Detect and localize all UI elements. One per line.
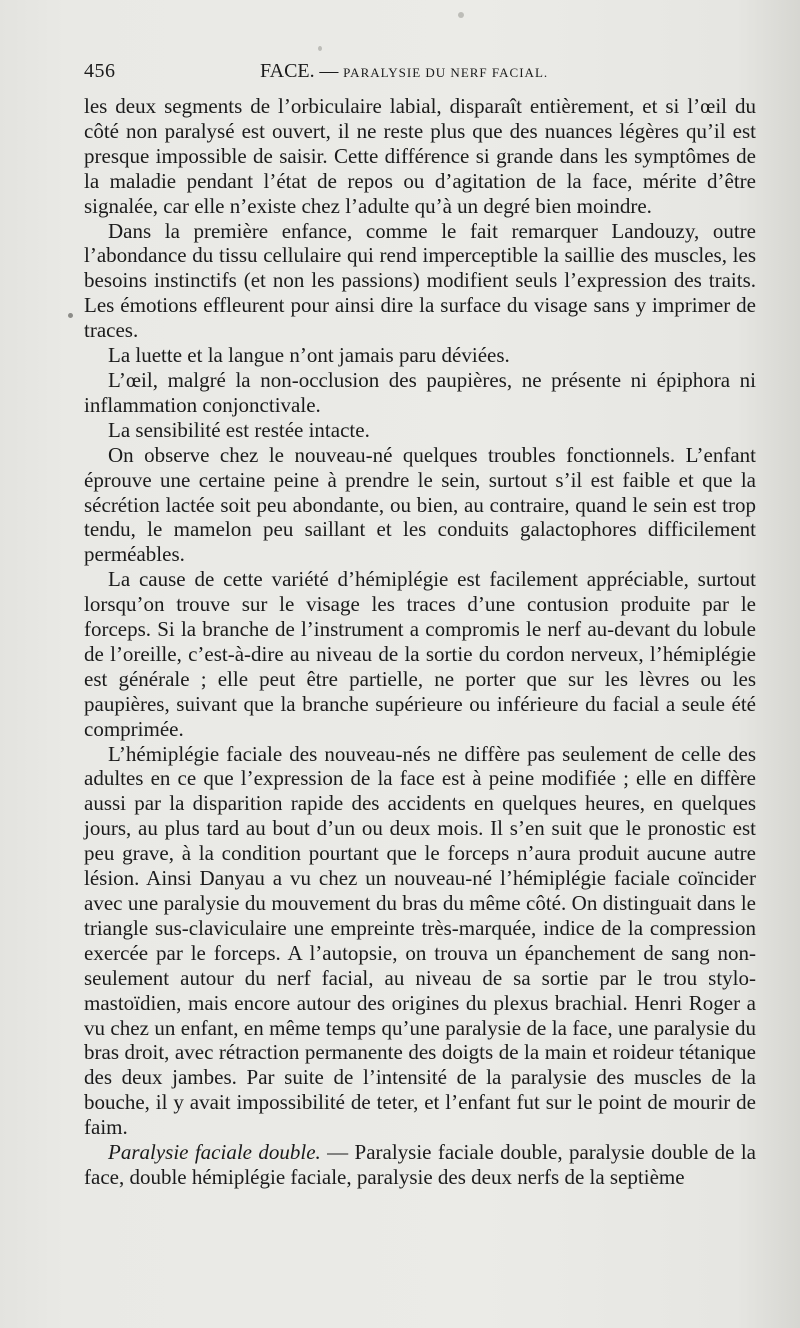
paragraph: La luette et la langue n’ont jamais paru déviées.: [108, 343, 510, 368]
paper-speck: [68, 313, 73, 318]
paper-speck: [318, 46, 322, 51]
section-heading-italic: Paralysie faciale double.: [108, 1140, 321, 1165]
running-title: [260, 60, 548, 83]
running-title-sub: PARALYSIE DU NERF FACIAL.: [343, 65, 549, 80]
paragraph: La cause de cette variété d’hémiplégie est facilement appréciable, surtout lorsqu’on trouve sur le visage les traces d’une contusion produite par le forceps. Si la branche de l’instrument a compromis le nerf au-devant du lobule de l’oreille, c’est-à-dire au niveau de la sortie du cordon nerveux, l’hémiplégie est générale ; elle peut être partielle, ne porter que sur les lèvres ou les paupières, suivant que la branche supérieure ou inférieure du facial a seule été comprimée.: [84, 567, 756, 741]
paper-speck: [458, 12, 464, 18]
running-title-main: FACE.: [260, 60, 315, 82]
paragraph-final: [84, 1140, 756, 1190]
page-number: 456: [84, 60, 116, 82]
paragraph: On observe chez le nouveau-né quelques troubles fonctionnels. L’enfant éprouve une certaine peine à prendre le sein, surtout s’il est faible et que la sécrétion lactée soit peu abondante, ou bien, au contraire, quand le sein est trop tendu, le mamelon peu saillant et les conduits galactophores difficilement perméables.: [84, 442, 756, 567]
running-header: [84, 58, 754, 88]
paragraph: Dans la première enfance, comme le fait remarquer Landouzy, outre l’abondance du tissu cellulaire qui rend imperceptible la saillie des muscles, les besoins instinctifs (et non les passions) modifient seuls l’expression des traits. Les émotions effleurent pour ainsi dire la surface du visage sans y imprimer de traces.: [84, 218, 756, 343]
paragraph: les deux segments de l’orbiculaire labial, disparaît entièrement, et si l’œil du côté non paralysé est ouvert, il ne reste plus que des nuances légères qu’il est presque impossible de saisir. Cette différence si grande dans les symptômes de la maladie pendant l’état de repos ou d’agitation de la face, mérite d’être signalée, car elle n’existe chez l’adulte qu’à un degré bien moindre.: [84, 94, 756, 218]
body-text: [84, 94, 756, 1190]
paragraph: La sensibilité est restée intacte.: [108, 417, 370, 442]
paragraph: L’hémiplégie faciale des nouveau-nés ne diffère pas seulement de celle des adultes en ce que l’expression de la face est à peine modifiée ; elle en diffère aussi par la disparition rapide des accidents en quelques heures, en quelques jours, au plus tard au bout d’un ou deux mois. Il s’en suit que le pronostic est peu grave, à la condition pourtant que le forceps n’aura produit aucune autre lésion. Ainsi Danyau a vu chez un nouveau-né l’hémiplégie faciale coïncider avec une paralysie du mouvement du bras du même côté. On distinguait dans le triangle sus-claviculaire une empreinte très-marquée, indice de la compression exercée par le forceps. A l’autopsie, on trouva un épanchement de sang non-seulement autour du nerf facial, au niveau de sa sortie par le trou stylo-mastoïdien, mais encore autour des origines du plexus brachial. Henri Roger a vu chez un enfant, en même temps qu’une paralysie de la face, une paralysie du bras droit, avec rétraction permanente des doigts de la main et roideur tétanique des deux jambes. Par suite de l’intensité de la paralysie des muscles de la bouche, il y avait impossibilité de teter, et l’enfant fut sur le point de mourir de faim.: [84, 741, 756, 1140]
paragraph: L’œil, malgré la non-occlusion des paupières, ne présente ni épiphora ni inflammation conjonctivale.: [84, 367, 756, 417]
final-paragraph-text: — Paralysie faciale double, paralysie double de la face, double hémiplégie faciale, paralysie des deux nerfs de la septième: [84, 1140, 756, 1189]
running-title-dash: —: [314, 61, 344, 82]
